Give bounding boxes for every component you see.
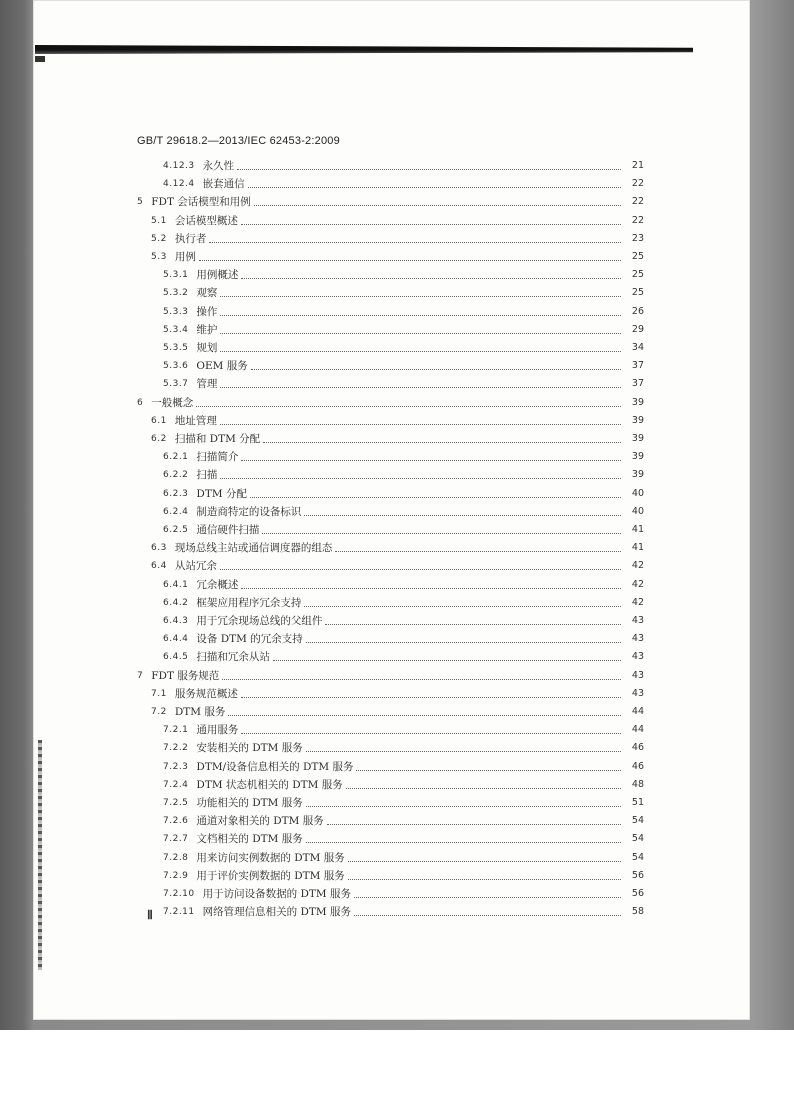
toc-entry-number: 7 (137, 670, 144, 681)
toc-dot-leader (327, 823, 621, 825)
toc-entry-number: 6.4.4 (163, 634, 189, 645)
toc-entry-page: 22 (631, 214, 644, 226)
toc-dot-leader (325, 623, 621, 625)
toc-entry-title: 执行者 (174, 232, 207, 245)
toc-entry-page: 26 (631, 305, 644, 317)
toc-dot-leader (222, 678, 621, 680)
toc-entry-title: 用来访问实例数据的 DTM 服务 (196, 851, 345, 864)
toc-entry-page: 43 (631, 615, 644, 626)
toc-entry[interactable] (151, 704, 644, 719)
toc-dot-leader (241, 277, 621, 279)
toc-entry-page: 51 (631, 797, 644, 808)
toc-entry[interactable] (163, 522, 644, 537)
page-number-roman: Ⅱ (147, 908, 153, 922)
toc-entry-title: 规划 (196, 342, 218, 354)
toc-dot-leader (196, 405, 621, 407)
toc-entry-number: 6.3 (151, 543, 167, 554)
toc-entry-number: 6.4.1 (163, 579, 189, 590)
toc-dot-leader (250, 496, 621, 498)
toc-entry-page: 21 (631, 160, 644, 171)
toc-entry[interactable] (137, 668, 644, 683)
toc-entry-number: 6.2.5 (163, 525, 189, 535)
toc-entry[interactable] (163, 740, 644, 755)
toc-dot-leader (356, 769, 621, 771)
toc-entry-number: 7.2.11 (163, 907, 195, 918)
toc-entry[interactable] (163, 322, 644, 337)
toc-entry-number: 5.2 (151, 233, 167, 244)
toc-entry-number: 5 (137, 197, 144, 208)
toc-entry-title: 网络管理信息相关的 DTM 服务 (202, 906, 351, 919)
toc-entry[interactable] (163, 850, 644, 865)
toc-entry-page: 37 (631, 378, 644, 390)
toc-dot-leader (263, 441, 621, 443)
toc-entry[interactable] (163, 613, 644, 628)
toc-entry-title: 功能相关的 DTM 服务 (196, 797, 303, 809)
toc-entry[interactable] (151, 413, 644, 428)
toc-entry-page: 39 (631, 396, 644, 408)
toc-entry-number: 6.4.3 (163, 616, 189, 626)
toc-dot-leader (241, 696, 621, 698)
toc-entry-page: 40 (631, 487, 644, 499)
toc-entry-title: 用于访问设备数据的 DTM 服务 (202, 888, 351, 900)
toc-entry[interactable] (163, 795, 644, 810)
toc-entry-title: 安装相关的 DTM 服务 (196, 742, 303, 755)
toc-dot-leader (220, 386, 621, 388)
toc-entry-number: 5.3 (151, 252, 167, 262)
toc-entry-page: 29 (631, 323, 644, 335)
toc-dot-leader (348, 860, 621, 862)
toc-entry-page: 39 (631, 469, 644, 481)
toc-entry-title: 用例 (174, 251, 196, 263)
toc-entry-title: 通用服务 (196, 724, 239, 737)
toc-dot-leader (220, 423, 621, 425)
toc-entry-number: 7.2.5 (163, 798, 189, 808)
toc-entry[interactable] (163, 358, 644, 373)
toc-entry[interactable] (163, 304, 644, 319)
toc-entry-title: 现场总线主站或通信调度器的组态 (174, 542, 333, 555)
toc-dot-leader (209, 241, 621, 243)
toc-entry-title: 扫描简介 (196, 451, 239, 464)
toc-entry[interactable] (163, 176, 644, 191)
toc-entry-page: 44 (631, 706, 644, 717)
toc-dot-leader (199, 259, 621, 261)
toc-entry-page: 56 (631, 888, 644, 899)
toc-entry-title: DTM 状态机相关的 DTM 服务 (196, 778, 343, 791)
toc-entry-number: 7.2.10 (163, 889, 195, 899)
toc-entry-title: 从站冗余 (174, 560, 217, 573)
toc-entry-number: 6.4.2 (163, 597, 189, 608)
toc-entry[interactable] (151, 558, 644, 573)
toc-entry-page: 44 (631, 724, 644, 736)
toc-entry[interactable] (163, 777, 644, 792)
toc-dot-leader (251, 368, 621, 370)
toc-entry[interactable] (163, 577, 644, 592)
toc-entry-number: 5.3.4 (163, 324, 189, 335)
toc-entry-page: 42 (631, 596, 644, 608)
toc-entry-number: 6 (137, 397, 144, 408)
toc-dot-leader (304, 514, 621, 516)
toc-entry[interactable] (151, 249, 644, 264)
toc-entry-title: OEM 服务 (196, 360, 248, 373)
toc-entry-title: DTM 分配 (196, 487, 247, 500)
toc-dot-leader (220, 295, 621, 297)
toc-dot-leader (248, 186, 621, 188)
toc-entry[interactable] (163, 158, 644, 173)
toc-entry-title: 服务规范概述 (174, 687, 238, 700)
toc-entry-page: 22 (631, 178, 644, 190)
toc-entry-title: FDT 会话模型和用例 (151, 196, 251, 209)
toc-dot-leader (304, 605, 621, 607)
toc-entry-title: 嵌套通信 (202, 178, 245, 191)
toc-entry-page: 39 (631, 414, 644, 426)
toc-entry-page: 43 (631, 633, 644, 645)
toc-entry-title: 扫描和冗余从站 (196, 651, 270, 664)
toc-entry[interactable] (163, 340, 644, 355)
toc-entry-page: 37 (631, 360, 644, 372)
toc-dot-leader (335, 550, 621, 552)
toc-dot-leader (220, 314, 621, 316)
toc-entry-page: 58 (631, 906, 644, 918)
toc-dot-leader (354, 914, 621, 916)
toc-entry-title: 会话模型概述 (174, 214, 238, 227)
toc-entry[interactable] (163, 285, 644, 300)
toc-entry-page: 43 (631, 687, 644, 699)
toc-entry-title: DTM 服务 (174, 706, 226, 718)
toc-entry-page: 46 (631, 742, 644, 754)
toc-entry-title: 通道对象相关的 DTM 服务 (196, 815, 324, 828)
toc-dot-leader (354, 896, 621, 898)
toc-dot-leader (306, 805, 621, 807)
toc-entry-title: 设备 DTM 的冗余支持 (196, 633, 303, 646)
toc-entry-number: 5.1 (151, 215, 167, 226)
toc-entry-title: 永久性 (202, 160, 235, 172)
toc-entry-title: 文档相关的 DTM 服务 (196, 833, 303, 846)
toc-entry-page: 40 (631, 505, 644, 517)
toc-entry-page: 42 (631, 560, 644, 572)
toc-entry[interactable] (163, 759, 644, 774)
toc-entry-number: 7.2.2 (163, 743, 189, 754)
toc-entry-number: 5.3.7 (163, 379, 189, 390)
toc-entry-page: 39 (631, 433, 644, 444)
toc-entry-page: 22 (631, 196, 644, 208)
toc-entry-number: 7.2.7 (163, 834, 189, 845)
toc-entry-page: 39 (631, 451, 644, 463)
toc-entry-page: 43 (631, 651, 644, 663)
toc-dot-leader (228, 714, 621, 716)
toc-entry-title: 通信硬件扫描 (196, 524, 260, 536)
document-header: GB/T 29618.2—2013/IEC 62453-2:2009 (137, 135, 340, 147)
toc-entry-title: 框架应用程序冗余支持 (196, 596, 302, 609)
toc-entry-title: 维护 (196, 323, 218, 336)
toc-entry[interactable] (163, 631, 644, 646)
toc-entry-number: 5.3.5 (163, 343, 189, 353)
toc-entry-number: 7.2.4 (163, 779, 189, 790)
toc-entry-page: 54 (631, 815, 644, 827)
toc-entry-title: 操作 (196, 305, 218, 318)
toc-entry-number: 5.3.1 (163, 270, 189, 281)
toc-entry-title: 用例概述 (196, 269, 239, 282)
toc-dot-leader (346, 787, 621, 789)
toc-entry[interactable] (163, 813, 644, 828)
toc-dot-leader (241, 587, 621, 589)
toc-entry[interactable] (151, 431, 644, 446)
toc-entry-number: 4.12.3 (163, 161, 195, 171)
toc-entry-title: 观察 (196, 287, 218, 300)
toc-dot-leader (241, 732, 621, 734)
toc-entry-number: 5.3.2 (163, 288, 189, 299)
toc-entry-number: 7.2.1 (163, 725, 189, 736)
toc-entry[interactable] (163, 467, 644, 482)
toc-dot-leader (348, 878, 621, 880)
toc-dot-leader (241, 459, 621, 461)
toc-entry-number: 6.2.3 (163, 488, 189, 499)
toc-entry[interactable] (151, 231, 644, 246)
toc-entry[interactable] (151, 213, 644, 228)
toc-dot-leader (306, 641, 621, 643)
toc-entry-title: FDT 服务规范 (151, 669, 220, 682)
toc-dot-leader (220, 568, 621, 570)
toc-entry-number: 4.12.4 (163, 179, 195, 190)
toc-entry-number: 6.2.4 (163, 506, 189, 517)
toc-entry-number: 6.4 (151, 561, 167, 572)
toc-entry[interactable] (163, 868, 644, 883)
toc-entry-title: 管理 (196, 378, 218, 391)
toc-dot-leader (262, 532, 621, 534)
toc-entry[interactable] (163, 722, 644, 737)
toc-entry-title: 冗余概述 (196, 578, 239, 591)
toc-dot-leader (273, 659, 621, 661)
toc-entry-number: 6.4.5 (163, 652, 189, 663)
toc-entry[interactable] (163, 504, 644, 519)
toc-entry[interactable] (163, 649, 644, 664)
toc-dot-leader (220, 477, 621, 479)
toc-entry-page: 41 (631, 542, 644, 554)
toc-entry-page: 56 (631, 869, 644, 881)
toc-entry-title: 用于冗余现场总线的父组件 (196, 615, 323, 627)
toc-dot-leader (237, 168, 621, 170)
toc-entry-number: 7.2.9 (163, 870, 189, 881)
toc-entry[interactable] (151, 686, 644, 701)
toc-dot-leader (306, 841, 621, 843)
toc-entry-number: 6.2.1 (163, 452, 189, 463)
toc-entry[interactable] (163, 449, 644, 464)
toc-entry[interactable] (137, 194, 644, 209)
toc-entry-number: 5.3.6 (163, 361, 189, 372)
toc-entry[interactable] (163, 831, 644, 846)
header-rule-tick (35, 56, 45, 62)
toc-entry-title: 制造商特定的设备标识 (196, 505, 302, 518)
toc-entry[interactable] (163, 904, 644, 919)
toc-entry-page: 25 (631, 287, 644, 299)
toc-entry-page: 46 (631, 760, 644, 772)
toc-dot-leader (220, 332, 621, 334)
toc-entry[interactable] (137, 395, 644, 410)
toc-entry-number: 7.2.3 (163, 761, 189, 772)
toc-entry-number: 6.2 (151, 434, 167, 444)
toc-entry[interactable] (151, 540, 644, 555)
scan-binding-artifact (38, 740, 42, 970)
toc-dot-leader (220, 350, 621, 352)
toc-entry-page: 25 (631, 251, 644, 262)
toc-entry-page: 23 (631, 232, 644, 244)
toc-entry-title: DTM/设备信息相关的 DTM 服务 (196, 760, 354, 773)
toc-entry-page: 25 (631, 269, 644, 281)
toc-entry-page: 54 (631, 851, 644, 863)
toc-entry-number: 5.3.3 (163, 306, 189, 317)
toc-entry-title: 扫描和 DTM 分配 (174, 433, 261, 445)
toc-entry-page: 54 (631, 833, 644, 845)
toc-entry[interactable] (163, 595, 644, 610)
toc-dot-leader (254, 204, 621, 206)
toc-entry-page: 42 (631, 578, 644, 590)
toc-entry-number: 7.2 (151, 707, 167, 717)
toc-entry-title: 地址管理 (174, 414, 217, 427)
toc-entry-title: 用于评价实例数据的 DTM 服务 (196, 869, 345, 882)
toc-entry-page: 41 (631, 524, 644, 535)
toc-entry-number: 7.1 (151, 688, 167, 699)
toc-entry[interactable] (163, 486, 644, 501)
toc-entry-page: 48 (631, 778, 644, 790)
toc-entry-number: 6.1 (151, 415, 167, 426)
toc-entry[interactable] (163, 267, 644, 282)
toc-entry[interactable] (163, 886, 644, 901)
toc-entry-number: 6.2.2 (163, 470, 189, 481)
toc-entry-title: 一般概念 (151, 396, 194, 409)
toc-dot-leader (306, 750, 621, 752)
toc-entry[interactable] (163, 376, 644, 391)
toc-dot-leader (241, 223, 621, 225)
toc-entry-number: 7.2.8 (163, 852, 189, 863)
toc-entry-title: 扫描 (196, 469, 218, 482)
toc-entry-number: 7.2.6 (163, 816, 189, 827)
toc-entry-page: 43 (631, 669, 644, 681)
toc-entry-page: 34 (631, 342, 644, 353)
